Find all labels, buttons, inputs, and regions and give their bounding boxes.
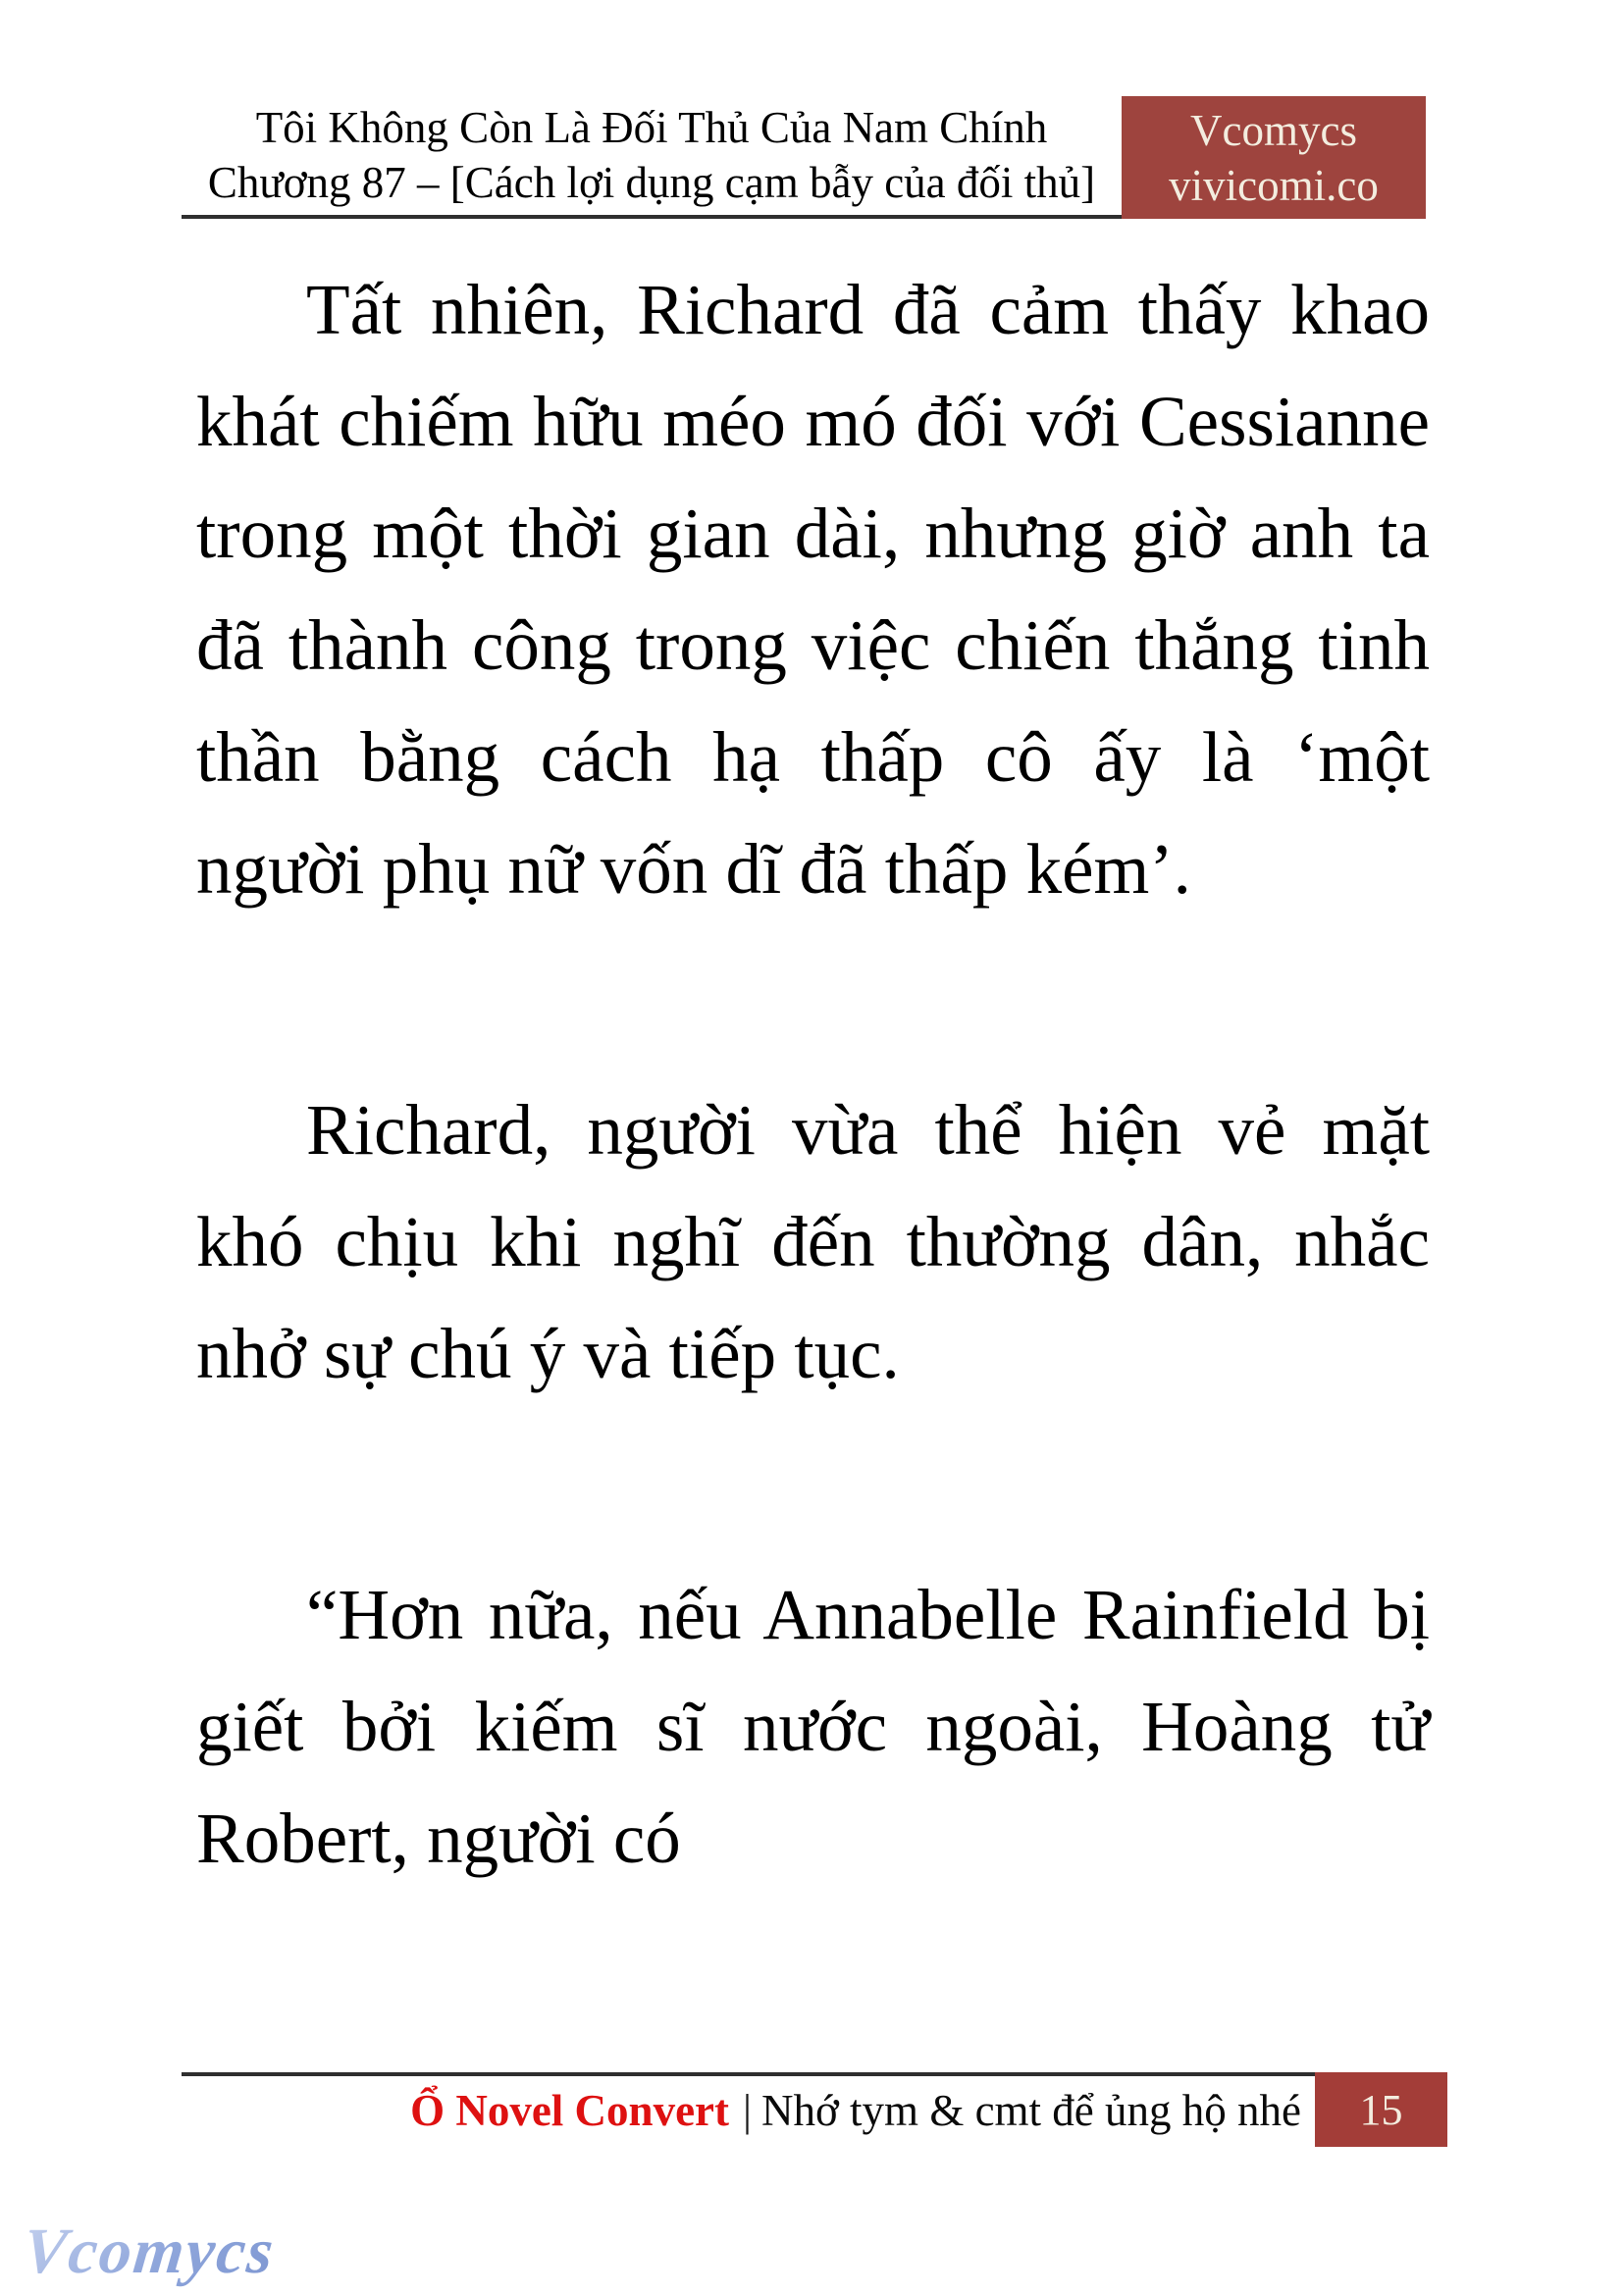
chapter-title-block: [182, 100, 1122, 219]
brand-site: vivicomi.co: [1169, 160, 1379, 210]
chapter-subtitle: Chương 87 – [Cách lợi dụng cạm bẫy của đối thủ]: [207, 158, 1096, 207]
paragraph: “Hơn nữa, nếu Annabelle Rainfield bị giết bởi kiếm sĩ nước ngoài, Hoàng tử Robert, người có: [196, 1575, 1430, 1878]
footer-support-note: Nhớ tym & cmt để ủng hộ nhé: [761, 2086, 1301, 2135]
watermark-logo: Vcomycs: [20, 2216, 279, 2287]
novel-title: Tôi Không Còn Là Đối Thủ Của Nam Chính: [255, 103, 1048, 152]
brand-badge: [1122, 96, 1426, 219]
page-header: [182, 96, 1426, 219]
footer-credit-line: [182, 2072, 1315, 2136]
paragraph: Tất nhiên, Richard đã cảm thấy khao khát chiếm hữu méo mó đối với Cessianne trong một thời gian dài, nhưng giờ anh ta đã thành công trong việc chiến thắng tinh thần bằng cách hạ thấp cô ấy là ‘một người phụ nữ vốn dĩ đã thấp kém’.: [196, 270, 1430, 909]
page-footer: [182, 2072, 1447, 2147]
footer-group-name: Ổ Novel Convert: [410, 2086, 729, 2135]
brand-name: Vcomycs: [1190, 105, 1357, 155]
chapter-text: [196, 219, 1430, 2044]
paragraph: Richard, người vừa thể hiện vẻ mặt khó chịu khi nghĩ đến thường dân, nhắc nhở sự chú ý và tiếp tục.: [196, 1090, 1430, 1393]
page-number-badge: [1315, 2072, 1447, 2147]
footer-separator: |: [743, 2086, 753, 2135]
page-number: 15: [1359, 2085, 1403, 2134]
